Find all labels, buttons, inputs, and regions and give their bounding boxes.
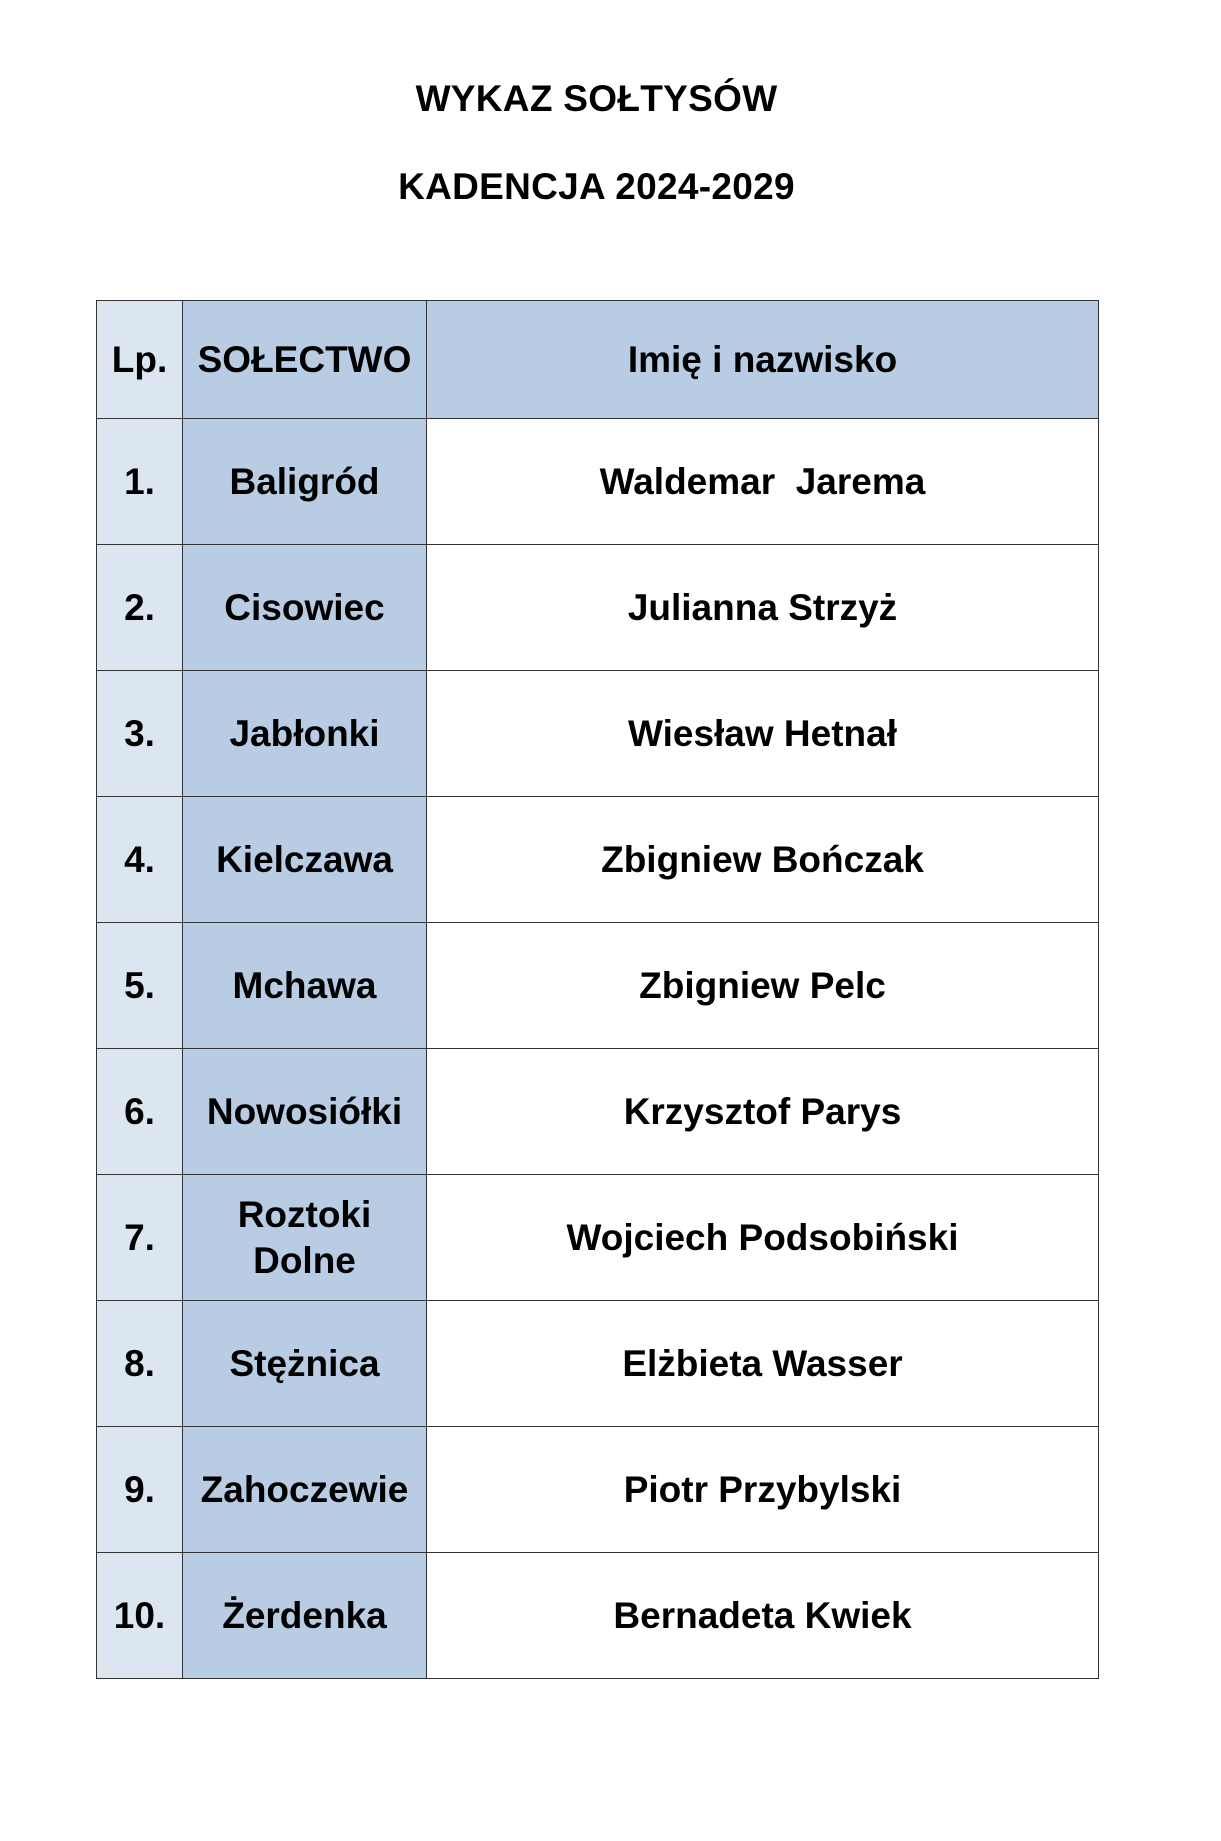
cell-lp: 6. (97, 1049, 183, 1175)
cell-lp: 2. (97, 545, 183, 671)
cell-name: Waldemar Jarema (427, 419, 1099, 545)
cell-name: Piotr Przybylski (427, 1427, 1099, 1553)
cell-name: Zbigniew Pelc (427, 923, 1099, 1049)
table-row (97, 419, 1099, 545)
cell-lp: 4. (97, 797, 183, 923)
cell-solectwo: Cisowiec (183, 545, 427, 671)
table-row (97, 1175, 1099, 1301)
table-row (97, 1301, 1099, 1427)
document-title: WYKAZ SOŁTYSÓW (415, 78, 778, 119)
cell-lp: 7. (97, 1175, 183, 1301)
cell-solectwo: Kielczawa (183, 797, 427, 923)
cell-name: Wojciech Podsobiński (427, 1175, 1099, 1301)
table-row (97, 545, 1099, 671)
table-row (97, 923, 1099, 1049)
cell-solectwo: Żerdenka (183, 1553, 427, 1679)
table-row (97, 1427, 1099, 1553)
cell-lp: 10. (97, 1553, 183, 1679)
cell-lp: 9. (97, 1427, 183, 1553)
cell-name: Wiesław Hetnał (427, 671, 1099, 797)
cell-lp: 8. (97, 1301, 183, 1427)
cell-name: Julianna Strzyż (427, 545, 1099, 671)
cell-solectwo: Baligród (183, 419, 427, 545)
table-header-row (97, 301, 1099, 419)
cell-lp: 3. (97, 671, 183, 797)
cell-name: Zbigniew Bończak (427, 797, 1099, 923)
cell-name: Krzysztof Parys (427, 1049, 1099, 1175)
cell-name: Elżbieta Wasser (427, 1301, 1099, 1427)
cell-lp: 5. (97, 923, 183, 1049)
cell-solectwo: Mchawa (183, 923, 427, 1049)
cell-name: Bernadeta Kwiek (427, 1553, 1099, 1679)
soltys-table (96, 300, 1099, 1679)
cell-solectwo: Stężnica (183, 1301, 427, 1427)
header-solectwo: SOŁECTWO (183, 301, 427, 419)
cell-solectwo: Zahoczewie (183, 1427, 427, 1553)
cell-solectwo: Jabłonki (183, 671, 427, 797)
table-row (97, 671, 1099, 797)
table-row (97, 1049, 1099, 1175)
table-row (97, 797, 1099, 923)
header-lp: Lp. (97, 301, 183, 419)
header-name: Imię i nazwisko (427, 301, 1099, 419)
document-subtitle: KADENCJA 2024-2029 (398, 166, 795, 207)
cell-lp: 1. (97, 419, 183, 545)
table-row (97, 1553, 1099, 1679)
cell-solectwo: Nowosiółki (183, 1049, 427, 1175)
cell-solectwo: Roztoki Dolne (183, 1175, 427, 1301)
